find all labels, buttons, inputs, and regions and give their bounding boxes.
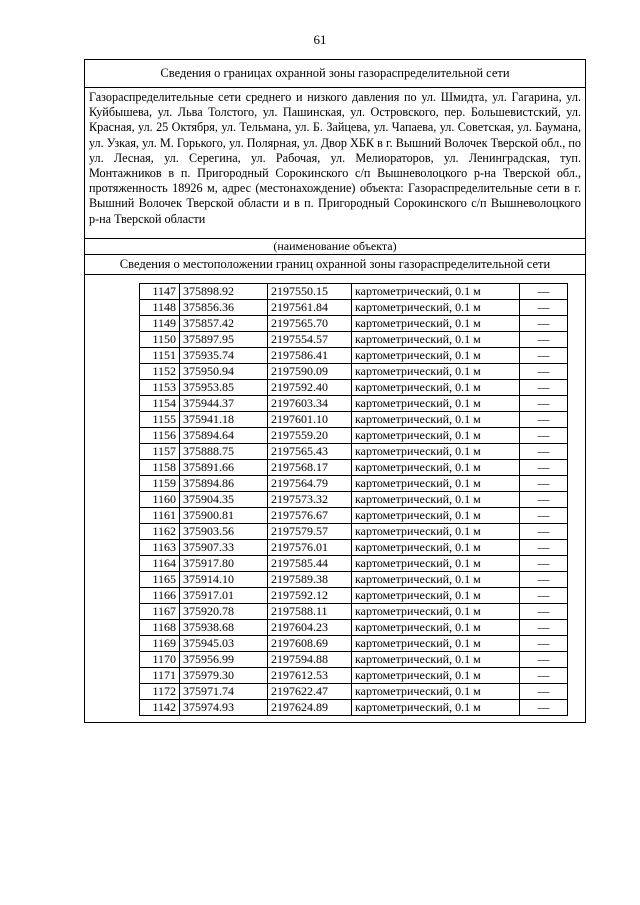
method-cell: картометрический, 0.1 м (352, 700, 520, 716)
y-coordinate-cell: 2197624.89 (268, 700, 352, 716)
point-number-cell: 1168 (140, 620, 180, 636)
point-number-cell: 1158 (140, 460, 180, 476)
y-coordinate-cell: 2197608.69 (268, 636, 352, 652)
table-row (140, 684, 568, 700)
x-coordinate-cell: 375974.93 (180, 700, 268, 716)
y-coordinate-cell: 2197594.88 (268, 652, 352, 668)
dash-cell: — (520, 636, 568, 652)
page-number: 61 (313, 32, 327, 47)
dash-cell: — (520, 412, 568, 428)
point-number-cell: 1147 (140, 284, 180, 300)
method-cell: картометрический, 0.1 м (352, 540, 520, 556)
point-number-cell: 1153 (140, 380, 180, 396)
method-cell: картометрический, 0.1 м (352, 572, 520, 588)
dash-cell: — (520, 396, 568, 412)
point-number-cell: 1160 (140, 492, 180, 508)
x-coordinate-cell: 375917.01 (180, 588, 268, 604)
y-coordinate-cell: 2197561.84 (268, 300, 352, 316)
table-row (140, 540, 568, 556)
table-row (140, 700, 568, 716)
coordinates-table (139, 283, 568, 716)
x-coordinate-cell: 375938.68 (180, 620, 268, 636)
y-coordinate-cell: 2197565.70 (268, 316, 352, 332)
x-coordinate-cell: 375979.30 (180, 668, 268, 684)
method-cell: картометрический, 0.1 м (352, 284, 520, 300)
table-row (140, 588, 568, 604)
method-cell: картометрический, 0.1 м (352, 684, 520, 700)
x-coordinate-cell: 375945.03 (180, 636, 268, 652)
point-number-cell: 1163 (140, 540, 180, 556)
method-cell: картометрический, 0.1 м (352, 620, 520, 636)
x-coordinate-cell: 375894.86 (180, 476, 268, 492)
method-cell: картометрический, 0.1 м (352, 524, 520, 540)
y-coordinate-cell: 2197592.12 (268, 588, 352, 604)
x-coordinate-cell: 375903.56 (180, 524, 268, 540)
y-coordinate-cell: 2197592.40 (268, 380, 352, 396)
y-coordinate-cell: 2197573.32 (268, 492, 352, 508)
y-coordinate-cell: 2197568.17 (268, 460, 352, 476)
document-frame (84, 59, 586, 723)
x-coordinate-cell: 375894.64 (180, 428, 268, 444)
x-coordinate-cell: 375856.36 (180, 300, 268, 316)
point-number-cell: 1172 (140, 684, 180, 700)
table-row (140, 412, 568, 428)
table-row (140, 460, 568, 476)
method-cell: картометрический, 0.1 м (352, 428, 520, 444)
method-cell: картометрический, 0.1 м (352, 316, 520, 332)
x-coordinate-cell: 375914.10 (180, 572, 268, 588)
dash-cell: — (520, 460, 568, 476)
y-coordinate-cell: 2197622.47 (268, 684, 352, 700)
x-coordinate-cell: 375950.94 (180, 364, 268, 380)
x-coordinate-cell: 375907.33 (180, 540, 268, 556)
point-number-cell: 1151 (140, 348, 180, 364)
x-coordinate-cell: 375971.74 (180, 684, 268, 700)
point-number-cell: 1157 (140, 444, 180, 460)
method-cell: картометрический, 0.1 м (352, 492, 520, 508)
dash-cell: — (520, 508, 568, 524)
method-cell: картометрический, 0.1 м (352, 460, 520, 476)
y-coordinate-cell: 2197576.67 (268, 508, 352, 524)
point-number-cell: 1166 (140, 588, 180, 604)
dash-cell: — (520, 332, 568, 348)
point-number-cell: 1170 (140, 652, 180, 668)
dash-cell: — (520, 364, 568, 380)
dash-cell: — (520, 492, 568, 508)
dash-cell: — (520, 556, 568, 572)
dash-cell: — (520, 316, 568, 332)
table-row (140, 524, 568, 540)
table-row (140, 556, 568, 572)
table-row (140, 284, 568, 300)
x-coordinate-cell: 375897.95 (180, 332, 268, 348)
method-cell: картометрический, 0.1 м (352, 380, 520, 396)
table-row (140, 444, 568, 460)
x-coordinate-cell: 375956.99 (180, 652, 268, 668)
dash-cell: — (520, 300, 568, 316)
x-coordinate-cell: 375917.80 (180, 556, 268, 572)
method-cell: картометрический, 0.1 м (352, 556, 520, 572)
y-coordinate-cell: 2197590.09 (268, 364, 352, 380)
location-title: Сведения о местоположении границ охранной зоны газораспределительной сети (85, 255, 585, 275)
object-caption: (наименование объекта) (85, 239, 585, 255)
dash-cell: — (520, 604, 568, 620)
dash-cell: — (520, 588, 568, 604)
y-coordinate-cell: 2197576.01 (268, 540, 352, 556)
method-cell: картометрический, 0.1 м (352, 508, 520, 524)
y-coordinate-cell: 2197586.41 (268, 348, 352, 364)
table-row (140, 396, 568, 412)
point-number-cell: 1171 (140, 668, 180, 684)
dash-cell: — (520, 652, 568, 668)
y-coordinate-cell: 2197554.57 (268, 332, 352, 348)
y-coordinate-cell: 2197565.43 (268, 444, 352, 460)
method-cell: картометрический, 0.1 м (352, 332, 520, 348)
point-number-cell: 1152 (140, 364, 180, 380)
method-cell: картометрический, 0.1 м (352, 364, 520, 380)
point-number-cell: 1155 (140, 412, 180, 428)
y-coordinate-cell: 2197564.79 (268, 476, 352, 492)
table-row (140, 348, 568, 364)
table-row (140, 380, 568, 396)
y-coordinate-cell: 2197604.23 (268, 620, 352, 636)
table-row (140, 428, 568, 444)
dash-cell: — (520, 620, 568, 636)
method-cell: картометрический, 0.1 м (352, 476, 520, 492)
table-row (140, 332, 568, 348)
table-row (140, 652, 568, 668)
x-coordinate-cell: 375857.42 (180, 316, 268, 332)
method-cell: картометрический, 0.1 м (352, 444, 520, 460)
y-coordinate-cell: 2197588.11 (268, 604, 352, 620)
table-row (140, 508, 568, 524)
dash-cell: — (520, 540, 568, 556)
point-number-cell: 1150 (140, 332, 180, 348)
table-row (140, 572, 568, 588)
x-coordinate-cell: 375888.75 (180, 444, 268, 460)
method-cell: картометрический, 0.1 м (352, 652, 520, 668)
y-coordinate-cell: 2197559.20 (268, 428, 352, 444)
x-coordinate-cell: 375941.18 (180, 412, 268, 428)
dash-cell: — (520, 668, 568, 684)
x-coordinate-cell: 375904.35 (180, 492, 268, 508)
table-row (140, 476, 568, 492)
point-number-cell: 1154 (140, 396, 180, 412)
method-cell: картометрический, 0.1 м (352, 300, 520, 316)
y-coordinate-cell: 2197589.38 (268, 572, 352, 588)
dash-cell: — (520, 684, 568, 700)
section-title: Сведения о границах охранной зоны газораспределительной сети (85, 60, 585, 88)
point-number-cell: 1164 (140, 556, 180, 572)
method-cell: картометрический, 0.1 м (352, 588, 520, 604)
point-number-cell: 1167 (140, 604, 180, 620)
x-coordinate-cell: 375898.92 (180, 284, 268, 300)
method-cell: картометрический, 0.1 м (352, 636, 520, 652)
table-row (140, 620, 568, 636)
table-row (140, 364, 568, 380)
dash-cell: — (520, 476, 568, 492)
dash-cell: — (520, 524, 568, 540)
dash-cell: — (520, 572, 568, 588)
dash-cell: — (520, 444, 568, 460)
y-coordinate-cell: 2197603.34 (268, 396, 352, 412)
x-coordinate-cell: 375935.74 (180, 348, 268, 364)
dash-cell: — (520, 428, 568, 444)
dash-cell: — (520, 700, 568, 716)
point-number-cell: 1142 (140, 700, 180, 716)
x-coordinate-cell: 375900.81 (180, 508, 268, 524)
dash-cell: — (520, 284, 568, 300)
method-cell: картометрический, 0.1 м (352, 348, 520, 364)
point-number-cell: 1165 (140, 572, 180, 588)
method-cell: картометрический, 0.1 м (352, 668, 520, 684)
point-number-cell: 1162 (140, 524, 180, 540)
point-number-cell: 1159 (140, 476, 180, 492)
method-cell: картометрический, 0.1 м (352, 396, 520, 412)
y-coordinate-cell: 2197550.15 (268, 284, 352, 300)
point-number-cell: 1156 (140, 428, 180, 444)
table-row (140, 604, 568, 620)
point-number-cell: 1161 (140, 508, 180, 524)
table-row (140, 668, 568, 684)
method-cell: картометрический, 0.1 м (352, 412, 520, 428)
method-cell: картометрический, 0.1 м (352, 604, 520, 620)
table-row (140, 300, 568, 316)
x-coordinate-cell: 375920.78 (180, 604, 268, 620)
dash-cell: — (520, 348, 568, 364)
dash-cell: — (520, 380, 568, 396)
y-coordinate-cell: 2197601.10 (268, 412, 352, 428)
table-row (140, 492, 568, 508)
x-coordinate-cell: 375944.37 (180, 396, 268, 412)
y-coordinate-cell: 2197585.44 (268, 556, 352, 572)
x-coordinate-cell: 375953.85 (180, 380, 268, 396)
point-number-cell: 1149 (140, 316, 180, 332)
y-coordinate-cell: 2197612.53 (268, 668, 352, 684)
object-description: Газораспределительные сети среднего и низкого давления по ул. Шмидта, ул. Гагарина, ул. Куйбышева, ул. Льва Толстого, ул. Пашинская, ул. Островского, пер. Большевистский, ул. Красная, ул. 25 Октября, ул. Тельмана, ул. Б. Зайцева, ул. Чапаева, ул. Советская, ул. Баумана, ул. Узкая, ул. М. Горького, ул. Полярная, ул. Двор ХБК в г. Вышний Волочек Тверской обл., по ул. Лесная, ул. Серегина, ул. Рабочая, ул. Мелиораторов, ул. Ленинградская, туп. Монтажников в п. Пригородный Сорокинского с/п Вышневолоцкого р-на Тверской обл., протяженность 18926 м, адрес (местонахождение) объекта: Газораспределительные сети в г. Вышний Волочек Тверской области и в п. Пригородный Сорокинского с/п Вышневолоцкого р-на Тверской области (85, 88, 585, 239)
table-row (140, 316, 568, 332)
point-number-cell: 1169 (140, 636, 180, 652)
point-number-cell: 1148 (140, 300, 180, 316)
x-coordinate-cell: 375891.66 (180, 460, 268, 476)
y-coordinate-cell: 2197579.57 (268, 524, 352, 540)
table-row (140, 636, 568, 652)
